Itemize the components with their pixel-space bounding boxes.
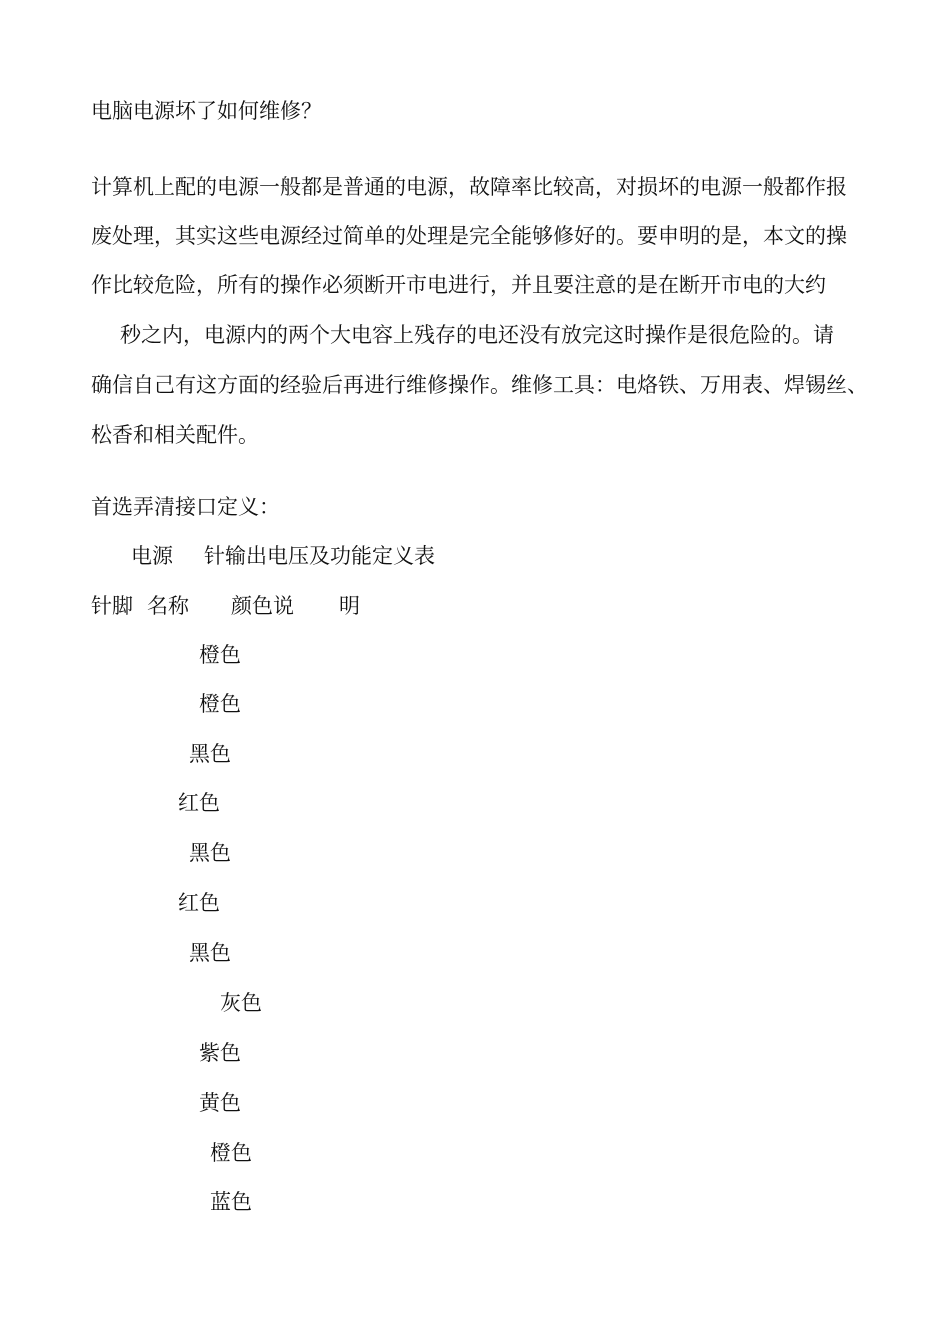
table-header-name: 名称: [147, 594, 189, 618]
table-header-pin: 针脚: [91, 594, 133, 618]
wire-color-cell: 黑色: [189, 841, 231, 865]
table-caption-part2: 针输出电压及功能定义表: [204, 544, 435, 568]
paragraph-line: 松香和相关配件。: [91, 423, 259, 447]
table-header-desc: 明: [339, 594, 360, 618]
wire-color-cell: 黑色: [189, 742, 231, 766]
wire-color-cell: 橙色: [210, 1141, 252, 1165]
wire-color-cell: 橙色: [199, 692, 241, 716]
wire-color-cell: 灰色: [220, 991, 262, 1015]
wire-color-cell: 黑色: [189, 941, 231, 965]
paragraph-line: 作比较危险，所有的操作必须断开市电进行，并且要注意的是在断开市电的大约: [91, 273, 826, 297]
wire-color-cell: 橙色: [199, 643, 241, 667]
wire-color-cell: 蓝色: [210, 1190, 252, 1214]
document-title: 电脑电源坏了如何维修？: [91, 99, 322, 123]
section-heading: 首选弄清接口定义：: [91, 495, 280, 519]
table-caption-part1: 电源: [131, 544, 173, 568]
paragraph-line: 秒之内，电源内的两个大电容上残存的电还没有放完这时操作是很危险的。请: [120, 323, 834, 347]
wire-color-cell: 黄色: [199, 1091, 241, 1115]
paragraph-line: 确信自己有这方面的经验后再进行维修操作。维修工具：电烙铁、万用表、焊锡丝、: [91, 373, 868, 397]
wire-color-cell: 红色: [178, 891, 220, 915]
table-header-color: 颜色说: [231, 594, 294, 618]
wire-color-cell: 紫色: [199, 1041, 241, 1065]
paragraph-line: 废处理，其实这些电源经过简单的处理是完全能够修好的。要申明的是，本文的操: [91, 224, 847, 248]
wire-color-cell: 红色: [178, 791, 220, 815]
paragraph-line: 计算机上配的电源一般都是普通的电源，故障率比较高，对损坏的电源一般都作报: [91, 175, 847, 199]
